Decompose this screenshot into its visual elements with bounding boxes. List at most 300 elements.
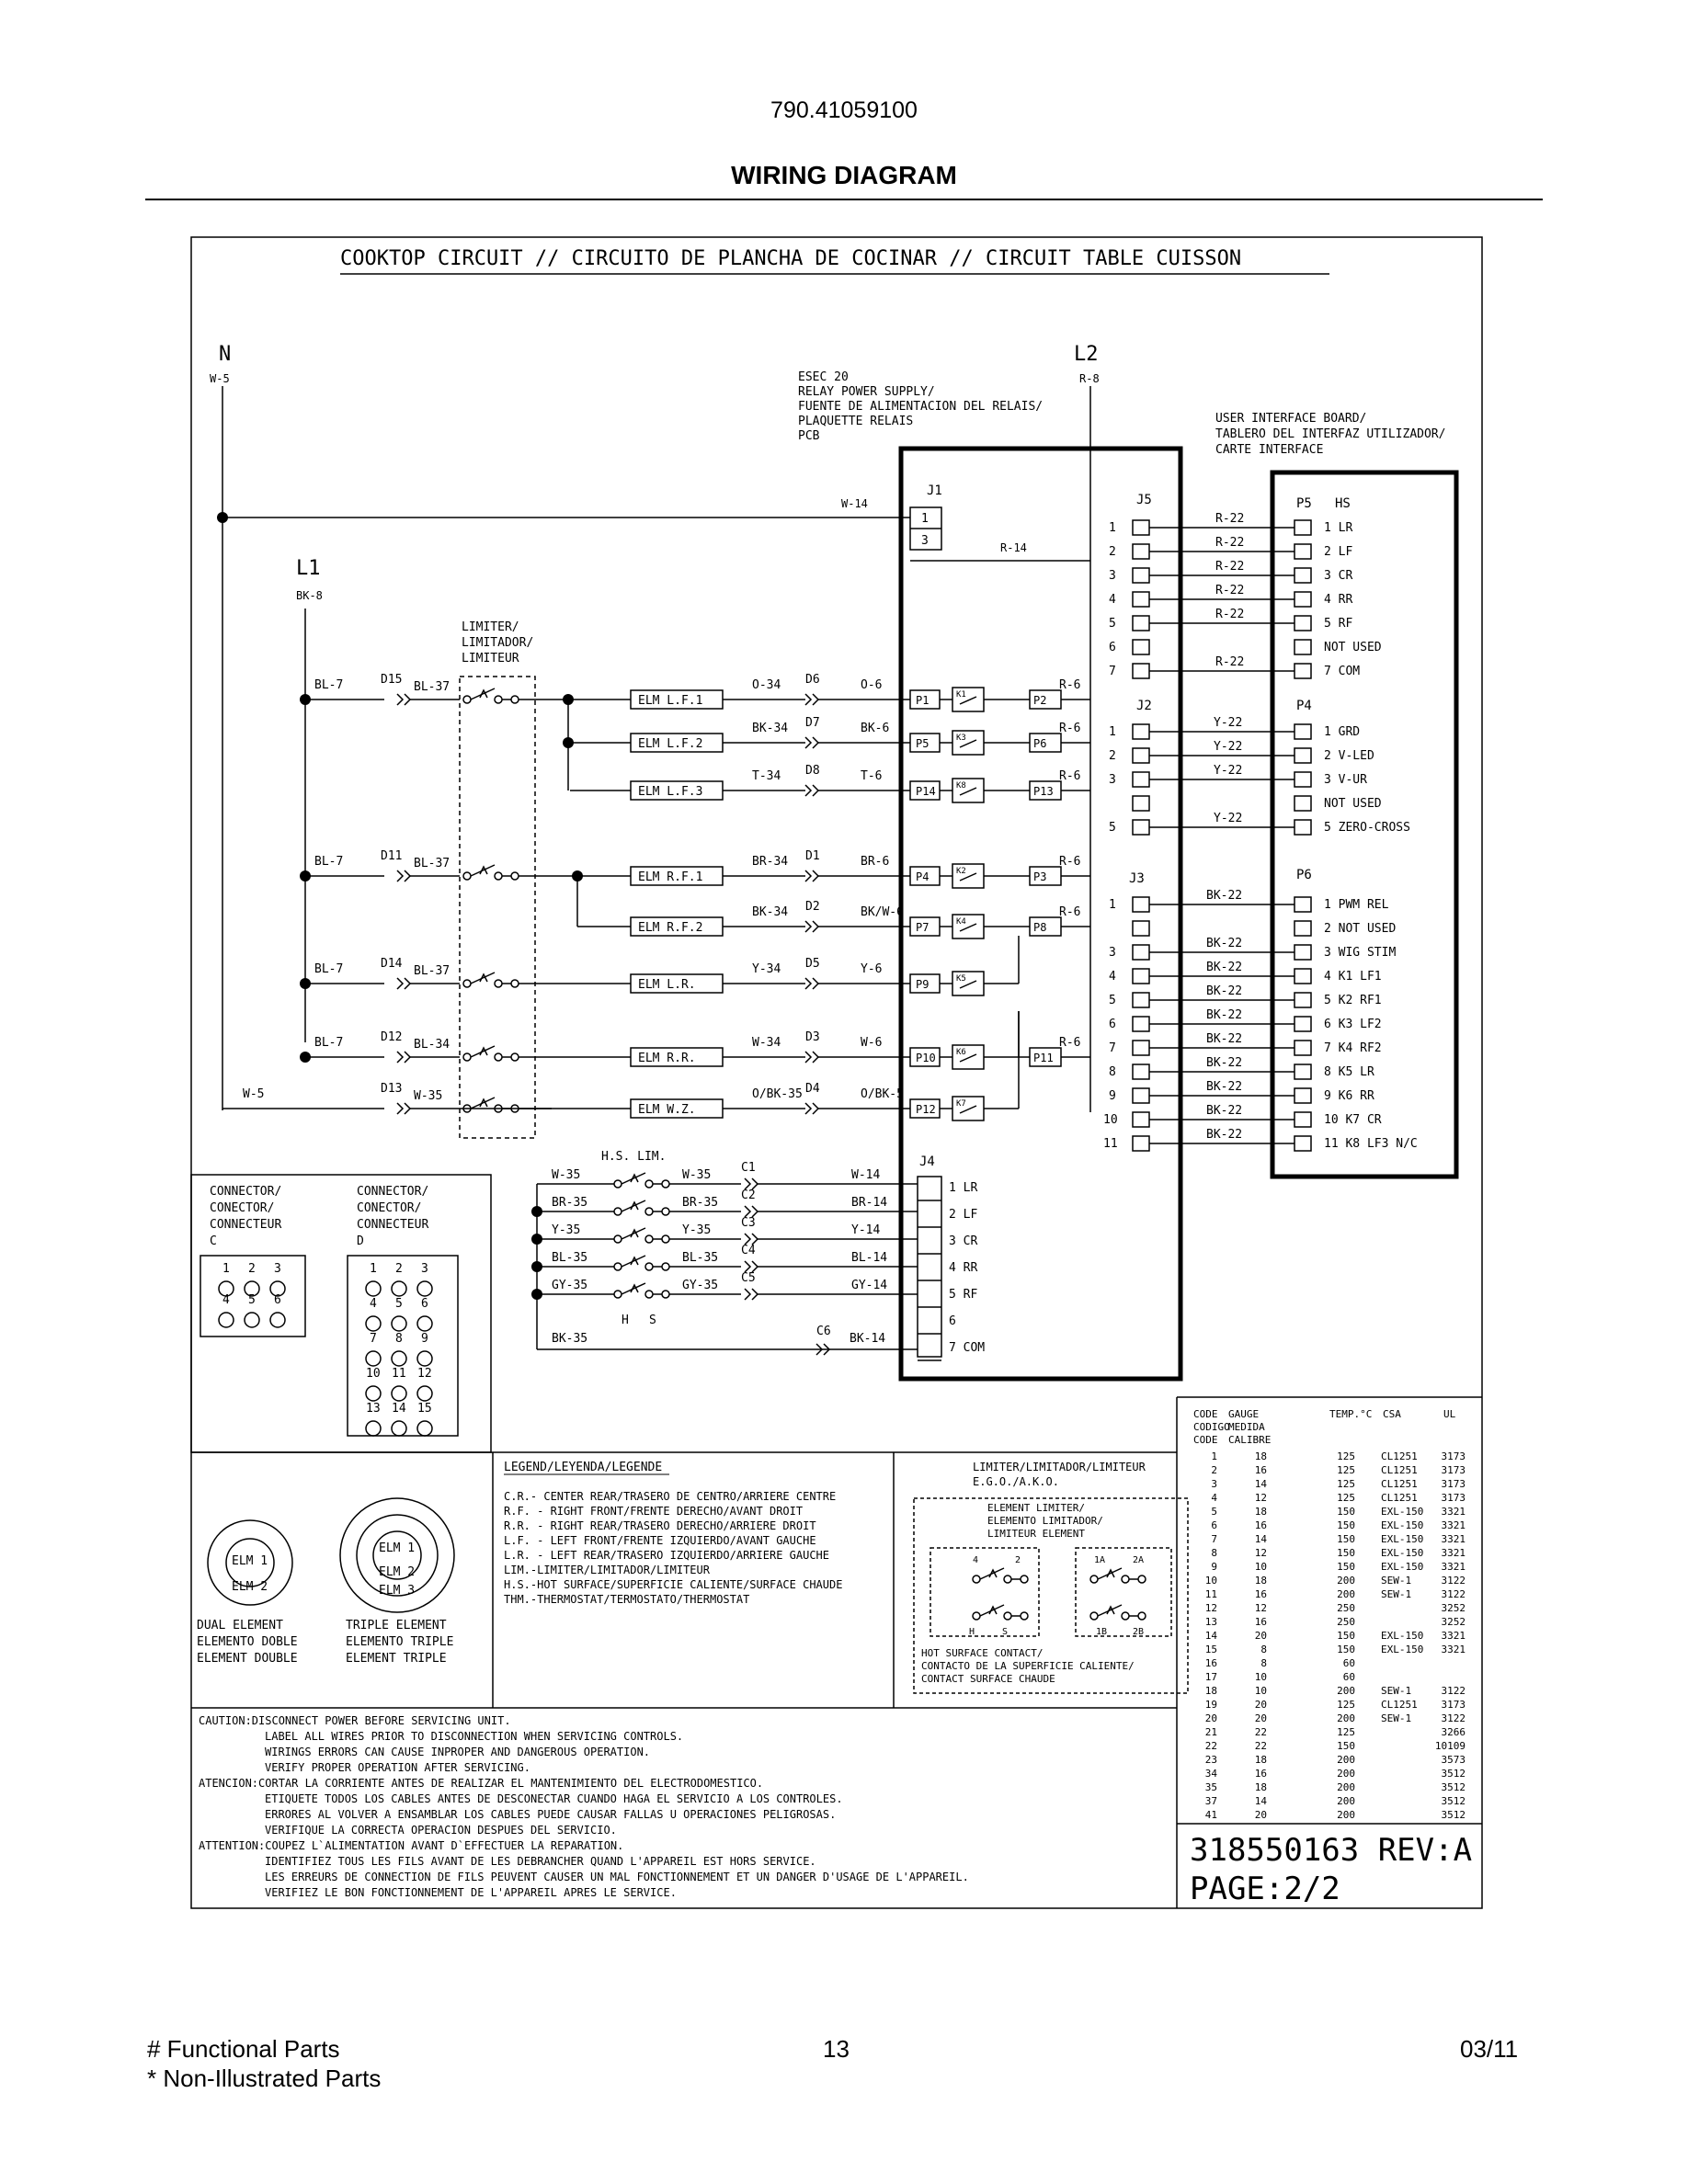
relay-out-label: P2 (1033, 694, 1047, 707)
code-cell: 14 (1254, 1533, 1267, 1545)
legend-item: L.F. - LEFT FRONT/FRENTE IZQUIERDO/AVANT GAUCHE (504, 1534, 816, 1547)
connector-d-num: 4 (370, 1297, 377, 1311)
wire-label: R-22 (1215, 584, 1245, 597)
wire-label: BK-34 (752, 905, 789, 919)
hot-surface-label: CONTACT SURFACE CHAUDE (921, 1673, 1055, 1685)
j5-terminal (1133, 664, 1149, 678)
wire-label: BK-6 (861, 722, 890, 735)
code-cell: EXL-150 (1381, 1547, 1424, 1559)
code-cell: 13 (1204, 1616, 1217, 1628)
connector-symbol (813, 870, 818, 882)
code-cell: 18 (1254, 1754, 1267, 1766)
code-cell: 9 (1211, 1561, 1217, 1573)
wire-label: O/BK-5 (861, 1087, 904, 1101)
code-cell: 200 (1337, 1809, 1355, 1821)
wire-label: R-6 (1059, 905, 1081, 919)
code-cell: 125 (1337, 1464, 1355, 1476)
hs-switch (614, 1291, 622, 1298)
connector-c-pin (219, 1313, 234, 1327)
legend-item: LIM.-LIMITER/LIMITADOR/LIMITEUR (504, 1564, 710, 1576)
limiter-detail-switch (980, 1605, 1004, 1616)
wire-label: BK-22 (1206, 1032, 1243, 1046)
connector-panel (191, 1175, 491, 1452)
legend-item: L.R. - LEFT REAR/TRASERO IZQUIERDO/ARRIERE GAUCHE (504, 1549, 830, 1562)
p6-terminal (1295, 1136, 1311, 1151)
triple-caption: ELEMENTO TRIPLE (346, 1635, 454, 1649)
code-cell: 125 (1337, 1492, 1355, 1504)
j4-item: 5 RF (949, 1288, 978, 1302)
code-cell: 3122 (1441, 1685, 1466, 1697)
limiter-detail-switch (1090, 1612, 1098, 1620)
diode-label: D7 (805, 716, 820, 730)
connector-label: C5 (741, 1271, 756, 1285)
p4-terminal (1295, 748, 1311, 763)
p5-item: 4 RR (1324, 593, 1353, 607)
wire-label: BK-35 (552, 1332, 588, 1346)
code-cell: 21 (1204, 1726, 1217, 1738)
legend-item: R.F. - RIGHT FRONT/FRENTE DERECHO/AVANT DROIT (504, 1505, 804, 1518)
diode-symbol (397, 1052, 403, 1063)
j4-item: 2 LF (949, 1208, 978, 1222)
code-cell: CL1251 (1381, 1478, 1418, 1490)
wire-label: BL-14 (851, 1251, 888, 1265)
code-cell: 22 (1204, 1740, 1217, 1752)
j3-pin: 10 (1103, 1113, 1118, 1127)
code-cell: 10 (1204, 1575, 1217, 1587)
page-ref: PAGE:2/2 (1190, 1871, 1340, 1907)
connector-d-pin (366, 1316, 381, 1331)
code-cell: 3512 (1441, 1768, 1466, 1780)
j3-terminal (1133, 1017, 1149, 1031)
j5-pin: 4 (1109, 593, 1116, 607)
esec-label: RELAY POWER SUPPLY/ (798, 385, 935, 399)
hs-lim-label: H.S. LIM. (601, 1150, 667, 1164)
p4-item: 5 ZERO-CROSS (1324, 821, 1410, 835)
limiter-pin: 2A (1133, 1555, 1145, 1565)
connector-label: C4 (741, 1244, 756, 1257)
caution-line: LABEL ALL WIRES PRIOR TO DISCONNECTION WHEN SERVICING CONTROLS. (265, 1730, 684, 1743)
p5-item: NOT USED (1324, 641, 1382, 654)
connector-symbol (813, 1103, 818, 1114)
legend-item: R.R. - RIGHT REAR/TRASERO DERECHO/ARRIERE DROIT (504, 1519, 816, 1532)
code-cell: 3252 (1441, 1602, 1466, 1614)
code-cell: CL1251 (1381, 1699, 1418, 1711)
p5-terminal (1295, 544, 1311, 559)
limiter-switch (463, 1053, 471, 1061)
connector-d-num: 1 (370, 1262, 377, 1276)
j2-terminal (1133, 796, 1149, 811)
element-label: ELM L.F.3 (638, 785, 703, 799)
j3-terminal (1133, 1112, 1149, 1127)
wire-label: Y-22 (1214, 716, 1243, 730)
wire-label: W-5 (243, 1087, 265, 1101)
limiter-pin: 4 (973, 1555, 979, 1565)
relay-pin-label: P5 (916, 737, 930, 750)
relay-out-label: P6 (1033, 737, 1047, 750)
code-cell: 200 (1337, 1768, 1355, 1780)
element-label: ELM R.F.2 (638, 921, 703, 935)
dual-elm-label: ELM 2 (232, 1580, 268, 1594)
j2-pin: 5 (1109, 821, 1116, 835)
code-cell: 3266 (1441, 1726, 1466, 1738)
wire-label: W-35 (682, 1168, 712, 1182)
wire-label: BK-22 (1206, 961, 1243, 974)
wire-label: R-22 (1215, 608, 1245, 621)
connector-d-pin (417, 1386, 432, 1401)
hs-switch (662, 1235, 669, 1243)
limiter-switch (471, 973, 495, 984)
hs-switch (645, 1208, 653, 1215)
code-cell: 3321 (1441, 1506, 1466, 1518)
code-cell: 3173 (1441, 1464, 1466, 1476)
limiter-pin: 2 (1015, 1555, 1021, 1565)
code-cell: 3122 (1441, 1575, 1466, 1587)
code-cell: 1 (1211, 1450, 1217, 1462)
p6-item: 5 K2 RF1 (1324, 994, 1382, 1007)
hot-surface-label: CONTACTO DE LA SUPERFICIE CALIENTE/ (921, 1660, 1135, 1672)
j5-pin: 2 (1109, 545, 1116, 559)
connector-symbol (813, 737, 818, 748)
j2-pin: 2 (1109, 749, 1116, 763)
connector-c-num: 1 (222, 1262, 230, 1276)
connector-d-pin (366, 1281, 381, 1296)
code-cell: EXL-150 (1381, 1561, 1424, 1573)
p4-item: 1 GRD (1324, 725, 1361, 739)
wire-label: T-6 (861, 769, 883, 783)
l1-label: L1 (296, 557, 321, 580)
wire-label: Y-22 (1214, 812, 1243, 825)
wire-label: BK-22 (1206, 1080, 1243, 1094)
wire-label: BR-6 (861, 855, 890, 869)
p5-item: 5 RF (1324, 617, 1353, 631)
code-cell: 3173 (1441, 1478, 1466, 1490)
j4-item: 4 RR (949, 1261, 978, 1275)
esec-label: PCB (798, 429, 820, 443)
connector-d-num: 10 (366, 1367, 381, 1381)
j3-pin: 6 (1109, 1018, 1116, 1031)
wire-label: BK-22 (1206, 937, 1243, 950)
j3-terminal (1133, 993, 1149, 1007)
code-cell: 16 (1254, 1464, 1267, 1476)
code-cell: 3321 (1441, 1533, 1466, 1545)
hs-switch (645, 1235, 653, 1243)
p4-terminal (1295, 796, 1311, 811)
connector-symbol (813, 1052, 818, 1063)
diode-label: D14 (381, 957, 403, 971)
wire-label: BR-35 (552, 1196, 588, 1210)
connector-c-label: CONECTOR/ (210, 1201, 275, 1215)
connector-symbol (805, 1052, 811, 1063)
code-cell: 3512 (1441, 1795, 1466, 1807)
j5-terminal (1133, 640, 1149, 654)
p4-item: 2 V-LED (1324, 749, 1374, 763)
j5-terminal (1133, 616, 1149, 631)
j3-terminal (1133, 1088, 1149, 1103)
code-cell: 3321 (1441, 1630, 1466, 1642)
p5-terminal (1295, 592, 1311, 607)
p5-terminal (1295, 640, 1311, 654)
diode-label: D3 (805, 1030, 820, 1044)
wire-label: O-6 (861, 678, 883, 692)
wire-label: T-34 (752, 769, 781, 783)
limiter-switch (495, 980, 502, 987)
limiter-pin: 1A (1094, 1555, 1106, 1565)
code-header: CODE (1193, 1434, 1218, 1446)
j5-pin: 6 (1109, 641, 1116, 654)
caution-line: ATENCION:CORTAR LA CORRIENTE ANTES DE REALIZAR EL MANTENIMIENTO DEL ELECTRODOMESTICO. (199, 1777, 764, 1790)
code-cell: 200 (1337, 1685, 1355, 1697)
wire-label: BK-22 (1206, 1128, 1243, 1142)
circuit-title: COOKTOP CIRCUIT // CIRCUITO DE PLANCHA DE COCINAR // CIRCUIT TABLE CUISSON (340, 247, 1242, 270)
connector-d-num: 7 (370, 1332, 377, 1346)
limiter-switch (511, 1053, 519, 1061)
code-cell: 125 (1337, 1726, 1355, 1738)
wire-label: W-34 (752, 1036, 781, 1050)
n-label: N (219, 343, 232, 366)
j5-terminal (1133, 568, 1149, 583)
connector-symbol (805, 694, 811, 705)
j5-terminal (1133, 520, 1149, 535)
code-cell: 150 (1337, 1740, 1355, 1752)
limiter-detail-switch (1004, 1575, 1011, 1583)
ui-board-label: TABLERO DEL INTERFAZ UTILIZADOR/ (1215, 427, 1446, 441)
w14-label: W-14 (841, 497, 868, 510)
code-cell: 60 (1342, 1671, 1355, 1683)
wire-label: BR-35 (682, 1196, 719, 1210)
connector-d-pin (392, 1351, 406, 1366)
wire-label: BL-35 (552, 1251, 588, 1265)
code-header: UL (1443, 1408, 1456, 1420)
relay-pin-label: P7 (916, 921, 930, 934)
hs-switch (622, 1200, 645, 1211)
connector-d-num: 15 (417, 1402, 432, 1416)
code-cell: SEW-1 (1381, 1575, 1412, 1587)
connector-symbol (813, 785, 818, 796)
diode-label: D2 (805, 900, 820, 914)
j2-terminal (1133, 820, 1149, 835)
code-cell: 125 (1337, 1699, 1355, 1711)
code-cell: 150 (1337, 1506, 1355, 1518)
code-cell: 3573 (1441, 1754, 1466, 1766)
code-cell: 150 (1337, 1561, 1355, 1573)
hs-switch (614, 1235, 622, 1243)
code-header: CALIBRE (1228, 1434, 1272, 1446)
bridge-junction (563, 737, 574, 748)
code-cell: 18 (1254, 1781, 1267, 1793)
code-header: CSA (1383, 1408, 1401, 1420)
limiter-switch (511, 872, 519, 880)
connector-symbol (805, 1103, 811, 1114)
connector-d-label: CONNECTEUR (357, 1218, 429, 1232)
wire-label: GY-35 (552, 1279, 588, 1292)
element-label: ELM L.F.1 (638, 694, 703, 708)
element-label: ELM R.R. (638, 1052, 696, 1065)
j4-label: J4 (919, 1155, 935, 1169)
diode-symbol (397, 870, 403, 882)
diode-symbol (397, 978, 403, 989)
diode-symbol (397, 694, 403, 705)
code-cell: 3321 (1441, 1644, 1466, 1655)
limiter-detail-switch (1138, 1612, 1146, 1620)
j3-pin: 11 (1103, 1137, 1118, 1151)
wire-label: R-6 (1059, 722, 1081, 735)
limiter-switch (463, 872, 471, 880)
wire-label: O/BK-35 (752, 1087, 803, 1101)
connector-symbol (805, 921, 811, 932)
j2-terminal (1133, 748, 1149, 763)
wire-label: Y-22 (1214, 764, 1243, 778)
p6-terminal (1295, 993, 1311, 1007)
limiter-pin: H (969, 1627, 975, 1637)
connector-c-pin (270, 1313, 285, 1327)
wire-label: W-35 (414, 1089, 443, 1103)
limiter-detail-switch (973, 1575, 980, 1583)
code-cell: 200 (1337, 1588, 1355, 1600)
wire-label: BK-22 (1206, 1056, 1243, 1070)
code-cell: 200 (1337, 1754, 1355, 1766)
code-cell: EXL-150 (1381, 1644, 1424, 1655)
code-cell: 10 (1254, 1561, 1267, 1573)
j3-pin: 3 (1109, 946, 1116, 960)
relay-pin-label: P12 (916, 1103, 936, 1116)
l2-label: L2 (1074, 343, 1099, 366)
j2-pin: 1 (1109, 725, 1116, 739)
caution-line: VERIFIEZ LE BON FONCTIONNEMENT DE L'APPAREIL APRES LE SERVICE. (265, 1886, 677, 1899)
connector-d-label: CONNECTOR/ (357, 1185, 429, 1199)
connector-symbol (805, 785, 811, 796)
code-cell: 3173 (1441, 1699, 1466, 1711)
code-cell: CL1251 (1381, 1450, 1418, 1462)
code-cell: 150 (1337, 1533, 1355, 1545)
connector-d-num: 6 (421, 1297, 428, 1311)
p5-item: 1 LR (1324, 521, 1353, 535)
connector-d-pin (392, 1386, 406, 1401)
wire-label: W-14 (851, 1168, 881, 1182)
connector-label: C2 (741, 1189, 756, 1202)
p6-item: 11 K8 LF3 N/C (1324, 1137, 1418, 1151)
code-cell: 12 (1254, 1492, 1267, 1504)
j3-pin: 5 (1109, 994, 1116, 1007)
connector-c-label: CONNECTEUR (210, 1218, 282, 1232)
p4-terminal (1295, 724, 1311, 739)
j3-pin: 4 (1109, 970, 1116, 984)
wire-label: R-22 (1215, 512, 1245, 526)
p6-item: 1 PWM REL (1324, 898, 1389, 912)
relay-label: K7 (956, 1099, 966, 1109)
code-header: TEMP.°C (1329, 1408, 1373, 1420)
code-cell: 20 (1254, 1630, 1267, 1642)
limiter-detail-switch (1090, 1575, 1098, 1583)
diode-label: D5 (805, 957, 820, 971)
triple-caption: ELEMENT TRIPLE (346, 1652, 447, 1666)
p4-item: 3 V-UR (1324, 773, 1367, 787)
wire-label: BK-14 (850, 1332, 886, 1346)
connector-symbol (805, 870, 811, 882)
limiter-switch (511, 696, 519, 703)
hs-switch (622, 1228, 645, 1239)
ui-board-label: USER INTERFACE BOARD/ (1215, 412, 1367, 426)
code-cell: 2 (1211, 1464, 1217, 1476)
limiter-right-box (1076, 1548, 1171, 1636)
relay-label: K2 (956, 867, 966, 876)
code-cell: 14 (1254, 1795, 1267, 1807)
code-cell: 20 (1204, 1712, 1217, 1724)
relay-out-label: P3 (1033, 870, 1047, 883)
code-cell: 14 (1204, 1630, 1217, 1642)
wire-label: BR-34 (752, 855, 789, 869)
connector-d-label: CONECTOR/ (357, 1201, 422, 1215)
relay-label: K1 (956, 690, 966, 700)
code-cell: 22 (1254, 1740, 1267, 1752)
connector-d-num: 11 (392, 1367, 406, 1381)
hs-switch (645, 1291, 653, 1298)
code-cell: 150 (1337, 1519, 1355, 1531)
relay-label: K3 (956, 734, 966, 743)
connector-symbol (805, 737, 811, 748)
code-cell: 200 (1337, 1575, 1355, 1587)
code-cell: 60 (1342, 1657, 1355, 1669)
ui-board-label: CARTE INTERFACE (1215, 443, 1324, 457)
limiter-switch (471, 1046, 495, 1057)
hs-switch (662, 1263, 669, 1270)
wire-label: BL-7 (314, 962, 344, 976)
code-cell: EXL-150 (1381, 1519, 1424, 1531)
j3-terminal (1133, 1064, 1149, 1079)
j2-terminal (1133, 772, 1149, 787)
j5-pin: 1 (1109, 521, 1116, 535)
wire-label: BK-22 (1206, 1008, 1243, 1022)
relay-out-label: P8 (1033, 921, 1047, 934)
code-cell: 3512 (1441, 1781, 1466, 1793)
wire-label: R-22 (1215, 655, 1245, 669)
p6-terminal (1295, 1064, 1311, 1079)
j1-label: J1 (927, 483, 942, 498)
wire-label: BL-37 (414, 680, 451, 694)
code-cell: 23 (1204, 1754, 1217, 1766)
j3-terminal (1133, 897, 1149, 912)
dual-elm-label: ELM 1 (232, 1554, 268, 1568)
esec-label: PLAQUETTE RELAIS (798, 415, 914, 428)
code-cell: 20 (1254, 1712, 1267, 1724)
hs-switch (645, 1263, 653, 1270)
connector-d-num: 2 (395, 1262, 403, 1276)
hs-switch (614, 1263, 622, 1270)
connector-c-pin (245, 1313, 259, 1327)
code-header: CODIGO (1193, 1421, 1230, 1433)
wire-label: Y-22 (1214, 740, 1243, 754)
wire-label: GY-35 (682, 1279, 719, 1292)
j4-item: 7 COM (949, 1341, 986, 1355)
limiter-detail-switch (1122, 1575, 1129, 1583)
j2-label: J2 (1136, 699, 1152, 713)
p6-terminal (1295, 969, 1311, 984)
limiter-box-title: LIMITER/LIMITADOR/LIMITEUR (973, 1461, 1146, 1473)
wire-label: Y-14 (851, 1223, 881, 1237)
code-cell: 18 (1254, 1450, 1267, 1462)
footer-functional-parts: # Functional Parts (147, 2035, 340, 2063)
relay-label: K5 (956, 974, 966, 984)
connector-d-pin (392, 1281, 406, 1296)
limiter-detail-switch (1021, 1575, 1028, 1583)
relay-pin-label: P10 (916, 1052, 936, 1064)
limiter-detail-switch (1004, 1612, 1011, 1620)
relay-pin-label: P1 (916, 694, 930, 707)
limiter-label: LIMITADOR/ (462, 636, 534, 650)
caution-line: IDENTIFIEZ TOUS LES FILS AVANT DE LES DEBRANCHER QUAND L'APPAREIL EST HORS SERVICE. (265, 1855, 816, 1868)
p6-terminal (1295, 1088, 1311, 1103)
code-cell: 16 (1254, 1616, 1267, 1628)
diode-symbol (405, 694, 410, 705)
